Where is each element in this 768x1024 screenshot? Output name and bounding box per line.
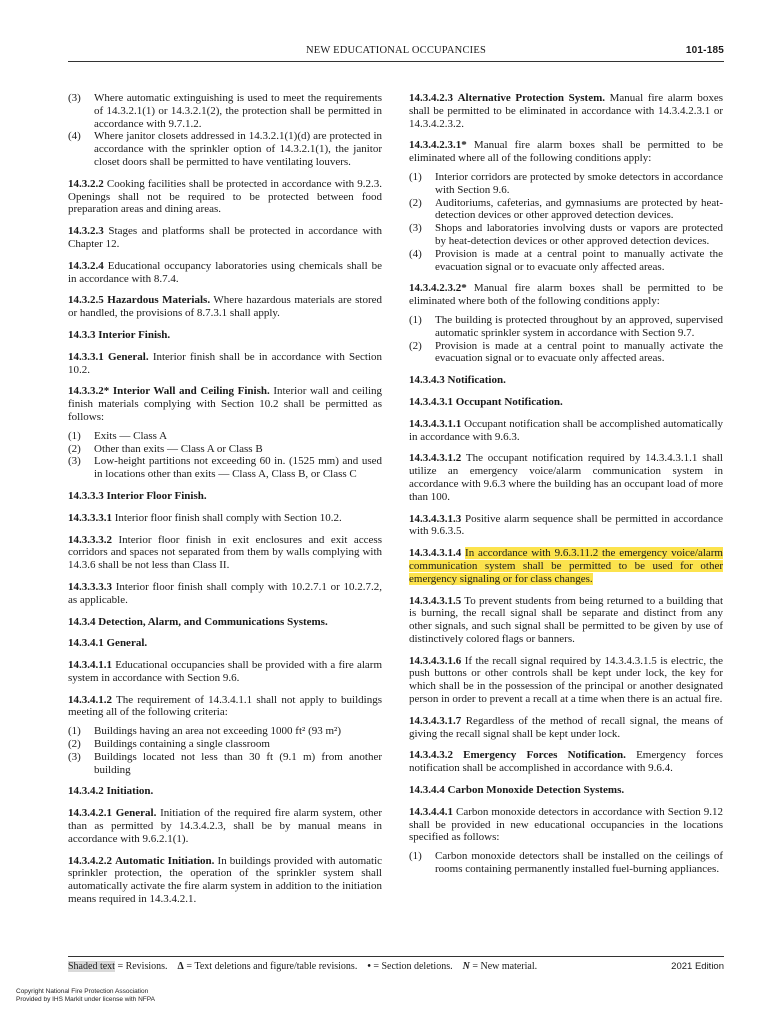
revision-legend: Shaded text = Revisions. Δ = Text deletions and figure/table revisions. • = Section deletions. N = New material. [68, 961, 538, 972]
copyright-notice: Copyright National Fire Protection Association Provided by IHS Markit under license with NFPA [16, 988, 155, 1003]
paragraph-14-3-4-3-1-1: 14.3.4.3.1.1 Occupant notification shall be accomplished automatically in accordance with 9.6.3. [409, 417, 724, 443]
list-item: (2) Provision is made at a central point to manually activate the evacuation signal or to evacuate only affected areas. [409, 339, 723, 365]
right-column [409, 92, 723, 885]
page-header [68, 43, 724, 62]
heading-notification: 14.3.4.3 Notification. [409, 374, 506, 387]
paragraph-14-3-4-3-1-5: 14.3.4.3.1.5 To prevent students from being returned to a building that is burning, the recall signal shall be separate and distinct from any other signals, and such signal shall be permitted to be given by use of distinctively colored flags or banners. [409, 594, 723, 645]
running-title: NEW EDUCATIONAL OCCUPANCIES [305, 45, 487, 56]
paragraph-14-3-3-3-3: 14.3.3.3.3 Interior floor finish shall comply with 10.2.7.1 or 10.2.7.2, as applicable. [68, 580, 382, 606]
paragraph-14-3-4-3-2: 14.3.4.3.2 Emergency Forces Notification. Emergency forces notification shall be accomplished in accordance with 9.6.4. [409, 749, 723, 775]
finish-list [68, 430, 382, 481]
list-item: (3) Buildings located not less than 30 ft (9.1 m) from another building [68, 750, 382, 776]
left-column [68, 92, 382, 915]
edition-label: 2021 Edition [671, 961, 724, 972]
paragraph-14-3-2-4: 14.3.2.4 Educational occupancy laboratories using chemicals shall be in accordance with 8.7.4. [68, 259, 382, 285]
list-item: (3) Shops and laboratories involving dusts or vapors are protected by heat-detection devices or other approved detection devices. [409, 222, 723, 247]
list-item: (2) Buildings containing a single classroom [68, 738, 270, 751]
heading-carbon-monoxide: 14.3.4.4 Carbon Monoxide Detection Systems. [409, 784, 625, 797]
paragraph-14-3-2-2: 14.3.2.2 Cooking facilities shall be protected in accordance with 9.2.3. Openings shall not be required to be protected between food preparation areas and dining areas. [68, 177, 382, 216]
paragraph-14-3-4-1-2: 14.3.4.1.2 The requirement of 14.3.4.1.1 shall not apply to buildings meeting all of the following criteria: [68, 693, 382, 719]
conditions-list-2 [409, 314, 723, 365]
revision-highlight: In accordance with 9.6.3.11.2 the emergency voice/alarm communication system shall be permitted to be used for other emergency signaling or for class changes. [409, 547, 723, 585]
paragraph-14-3-3-3-1: 14.3.3.3.1 Interior floor finish shall comply with Section 10.2. [68, 511, 342, 524]
list-item: (4) Provision is made at a central point to manually activate the evacuation signal or to evacuate only affected areas. [409, 247, 723, 273]
paragraph-14-3-4-2-1: 14.3.4.2.1 General. Initiation of the required fire alarm system, other than as permitted by 14.3.4.2.3, shall be by manual means in accordance with 9.6.2.1(1). [68, 807, 383, 845]
paragraph-14-3-4-2-2: 14.3.4.2.2 Automatic Initiation. In buildings provided with automatic sprinkler protection, the operation of the sprinkler system shall automatically activate the fire alarm system in addition to the initiation means required in 14.3.4.2.1. [68, 854, 383, 906]
bullet-icon: • [367, 961, 371, 972]
heading-occupant-notification: 14.3.4.3.1 Occupant Notification. [409, 395, 563, 408]
top-list [68, 92, 382, 169]
list-item: (3) Where automatic extinguishing is used to meet the requirements of 14.3.2.1(1) or 14.3.2.1(2), the protection shall be permitted in accordance with 9.7.1.2. [68, 92, 382, 130]
paragraph-14-3-4-3-1-2: 14.3.4.3.1.2 The occupant notification required by 14.3.4.3.1.1 shall utilize an emergency voice/alarm communication system in accordance with 9.6.3 where the building has an occupant load of more than 100. [409, 452, 723, 503]
paragraph-14-3-4-1-1: 14.3.4.1.1 Educational occupancies shall be provided with a fire alarm system in accordance with Section 9.6. [68, 659, 383, 684]
list-item: (4) Where janitor closets addressed in 14.3.2.1(1)(d) are protected in accordance with the sprinkler option of 14.3.2.1(1), the janitor closet doors shall be permitted to have ventilating louvers. [68, 130, 382, 168]
heading-initiation: 14.3.4.2 Initiation. [68, 785, 154, 798]
paragraph-14-3-4-2-3: 14.3.4.2.3 Alternative Protection System. Manual fire alarm boxes shall be permitted to be eliminated in accordance with 14.3.4.2.3.1 or 14.3.4.2.3.2. [409, 92, 724, 130]
paragraph-14-3-3-2: 14.3.3.2* Interior Wall and Ceiling Finish. Interior wall and ceiling finish materials complying with Section 10.2 shall be permitted as follows: [68, 385, 383, 423]
paragraph-14-3-4-3-1-6: 14.3.4.3.1.6 If the recall signal required by 14.3.4.3.1.5 is electric, the push buttons or other controls shall be kept under lock, the key for which shall be in the possession of the principal or another designated person in order to prevent a recall at a time when there is an actual fire. [409, 654, 723, 706]
delta-icon: Δ [177, 961, 184, 972]
paragraph-14-3-3-3-2: 14.3.3.3.2 Interior floor finish in exit enclosures and exit access corridors and spaces not separated from them by walls complying with 14.3.6 shall be not less than Class II. [68, 533, 382, 572]
paragraph-14-3-4-3-1-4: 14.3.4.3.1.4 In accordance with 9.6.3.11.2 the emergency voice/alarm communication system shall be permitted to be used for other emergency signaling or for class changes. [409, 547, 723, 585]
list-item: (1) Interior corridors are protected by smoke detectors in accordance with Section 9.6. [409, 170, 723, 196]
page-footer [68, 956, 724, 975]
new-material-icon: N [462, 961, 470, 972]
paragraph-14-3-4-2-3-2: 14.3.4.2.3.2* Manual fire alarm boxes shall be permitted to be eliminated where both of the following conditions apply: [409, 282, 724, 308]
criteria-list [68, 725, 382, 776]
page-number: 101-185 [685, 45, 724, 56]
paragraph-14-3-2-5: 14.3.2.5 Hazardous Materials. Where hazardous materials are stored or handled, the provisions of 8.7.3.1 shall apply. [68, 294, 382, 320]
paragraph-14-3-3-1: 14.3.3.1 General. Interior finish shall be in accordance with Section 10.2. [68, 350, 383, 376]
list-item: (1) The building is protected throughout by an approved, supervised automatic sprinkler system in accordance with Section 9.7. [409, 313, 723, 339]
paragraph-14-3-4-3-1-7: 14.3.4.3.1.7 Regardless of the method of recall signal, the means of giving the recall signal shall be kept under lock. [409, 714, 723, 740]
paragraph-14-3-2-3: 14.3.2.3 Stages and platforms shall be protected in accordance with Chapter 12. [68, 225, 382, 250]
conditions-list-1 [409, 171, 723, 273]
list-item: (1) Buildings having an area not exceeding 1000 ft² (93 m²) [68, 725, 342, 738]
list-item: (2) Auditoriums, cafeterias, and gymnasiums are protected by heat-detection devices or other approved detection devices. [409, 196, 723, 222]
list-item: (1) Exits — Class A [68, 429, 168, 442]
heading-general: 14.3.4.1 General. [68, 637, 148, 650]
paragraph-14-3-4-2-3-1: 14.3.4.2.3.1* Manual fire alarm boxes shall be permitted to be eliminated where all of the following conditions apply: [409, 139, 724, 165]
heading-interior-floor-finish: 14.3.3.3 Interior Floor Finish. [68, 489, 207, 502]
paragraph-14-3-4-4-1: 14.3.4.4.1 Carbon monoxide detectors in accordance with Section 9.12 shall be provided in new educational occupancies in the locations specified as follows: [409, 805, 723, 844]
heading-detection-alarm: 14.3.4 Detection, Alarm, and Communications Systems. [68, 615, 328, 628]
list-item: (1) Carbon monoxide detectors shall be installed on the ceilings of rooms containing permanently installed fuel-burning appliances. [409, 850, 723, 876]
list-item: (2) Other than exits — Class A or Class B [68, 442, 263, 455]
paragraph-14-3-4-3-1-3: 14.3.4.3.1.3 Positive alarm sequence shall be permitted in accordance with 9.6.3.5. [409, 512, 723, 538]
co-list [409, 850, 723, 876]
heading-interior-finish: 14.3.3 Interior Finish. [68, 328, 171, 341]
list-item: (3) Low-height partitions not exceeding 60 in. (1525 mm) and used in locations other than exits — Class A, Class B, or Class C [68, 455, 382, 481]
